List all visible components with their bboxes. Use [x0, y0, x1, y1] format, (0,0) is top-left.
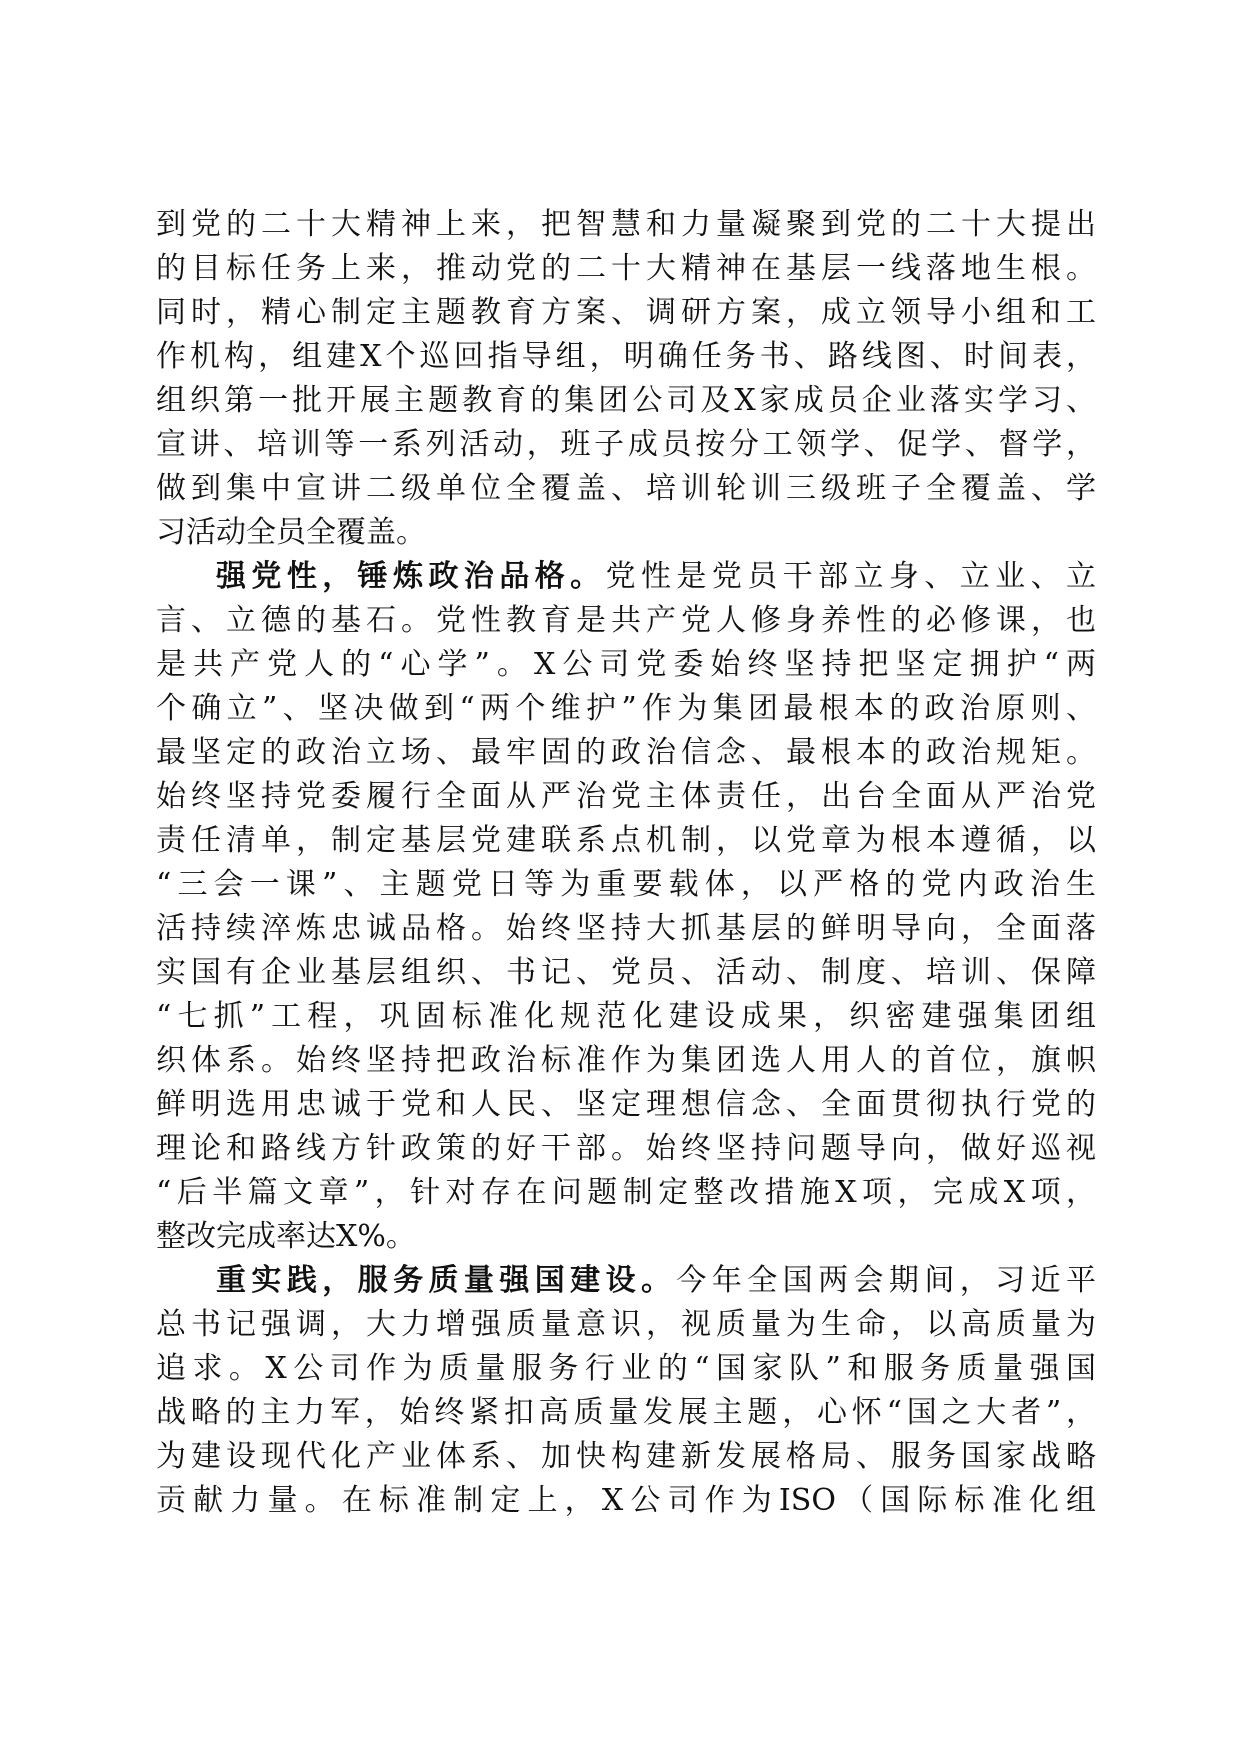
text-line: 言、立德的基石。党性教育是共产党人修身养性的必修课，也	[156, 603, 1096, 638]
text-line: 最坚定的政治立场、最牢固的政治信念、最根本的政治规矩。	[156, 735, 1096, 770]
text-run: 今年全国两会期间，习近平	[676, 1263, 1097, 1298]
text-line: 到党的二十大精神上来，把智慧和力量凝聚到党的二十大提出	[156, 207, 1096, 242]
text-line: “七抓”工程，巩固标准化规范化建设成果，织密建强集团组	[156, 999, 1096, 1034]
text-line: “后半篇文章”，针对存在问题制定整改措施X项，完成X项，	[156, 1175, 1096, 1210]
text-line: 做到集中宣讲二级单位全覆盖、培训轮训三级班子全覆盖、学	[156, 471, 1096, 506]
text-line: 始终坚持党委履行全面从严治党主体责任，出台全面从严治党	[156, 779, 1096, 814]
paragraph-first-line	[156, 1259, 1096, 1303]
text-line: 实国有企业基层组织、书记、党员、活动、制度、培训、保障	[156, 955, 1096, 990]
document-body	[156, 203, 1096, 1523]
paragraph-1	[156, 203, 1096, 555]
text-line: 总书记强调，大力增强质量意识，视质量为生命，以高质量为	[156, 1307, 1096, 1342]
text-run: 党性是党员干部立身、立业、立	[605, 559, 1097, 594]
text-line: 作机构，组建X个巡回指导组，明确任务书、路线图、时间表，	[156, 339, 1096, 374]
text-line: 习活动全员全覆盖。	[156, 515, 426, 550]
text-line: 的目标任务上来，推动党的二十大精神在基层一线落地生根。	[156, 251, 1096, 286]
text-line: 责任清单，制定基层党建联系点机制，以党章为根本遵循，以	[156, 823, 1096, 858]
text-line: 活持续淬炼忠诚品格。始终坚持大抓基层的鲜明导向，全面落	[156, 911, 1096, 946]
text-line: 理论和路线方针政策的好干部。始终坚持问题导向，做好巡视	[156, 1131, 1096, 1166]
text-line: 个确立”、坚决做到“两个维护”作为集团最根本的政治原则、	[156, 691, 1096, 726]
text-line: 贡献力量。在标准制定上，X公司作为ISO（国际标准化组	[156, 1483, 1096, 1518]
paragraph-3	[156, 1259, 1096, 1523]
text-line: 是共产党人的“心学”。X公司党委始终坚持把坚定拥护“两	[156, 647, 1096, 682]
section-heading: 强党性，锤炼政治品格。	[216, 559, 606, 594]
text-line: 为建设现代化产业体系、加快构建新发展格局、服务国家战略	[156, 1439, 1096, 1474]
text-line: 鲜明选用忠诚于党和人民、坚定理想信念、全面贯彻执行党的	[156, 1087, 1096, 1122]
text-line: 战略的主力军，始终紧扣高质量发展主题，心怀“国之大者”，	[156, 1395, 1096, 1430]
section-heading: 重实践，服务质量强国建设。	[216, 1263, 677, 1298]
text-line: 宣讲、培训等一系列活动，班子成员按分工领学、促学、督学，	[156, 427, 1096, 462]
text-line: 组织第一批开展主题教育的集团公司及X家成员企业落实学习、	[156, 383, 1096, 418]
text-line: 整改完成率达X%。	[156, 1219, 416, 1254]
text-line: 同时，精心制定主题教育方案、调研方案，成立领导小组和工	[156, 295, 1096, 330]
text-line: “三会一课”、主题党日等为重要载体，以严格的党内政治生	[156, 867, 1096, 902]
text-line: 织体系。始终坚持把政治标准作为集团选人用人的首位，旗帜	[156, 1043, 1096, 1078]
text-line: 追求。X公司作为质量服务行业的“国家队”和服务质量强国	[156, 1351, 1096, 1386]
paragraph-2	[156, 555, 1096, 1259]
paragraph-first-line	[156, 555, 1096, 599]
